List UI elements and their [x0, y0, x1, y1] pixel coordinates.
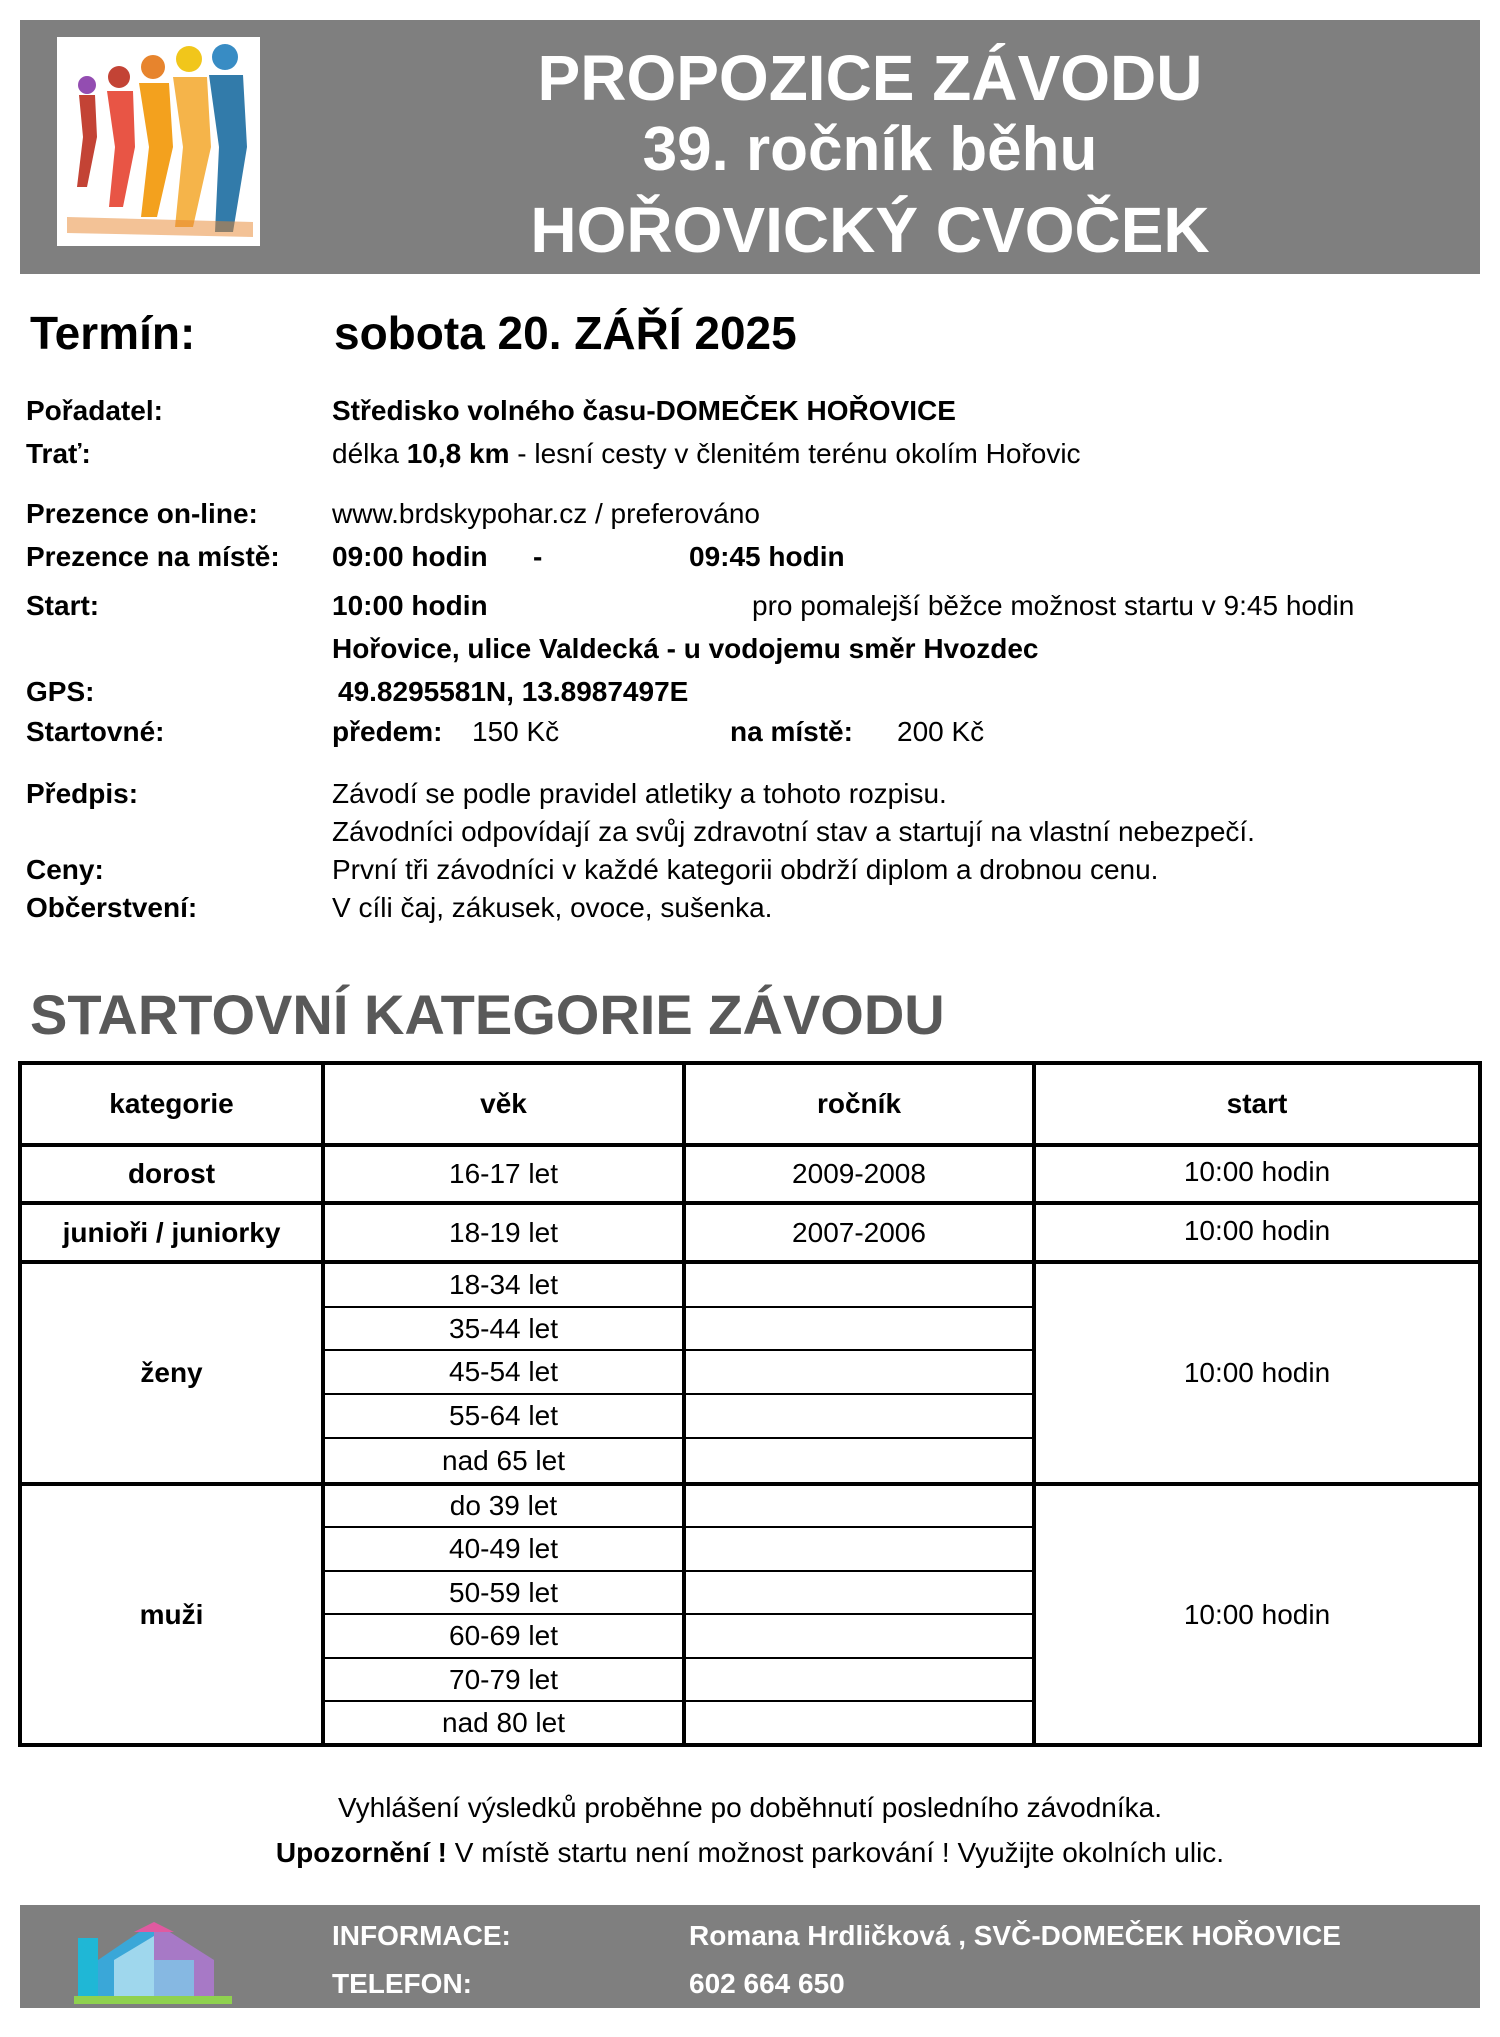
trat-prefix: délka [332, 438, 399, 469]
junior-year: 2007-2006 [792, 1216, 926, 1248]
namiste-value: 200 Kč [897, 716, 985, 747]
gps-label: GPS: [26, 676, 95, 707]
header-kategorie: kategorie [109, 1088, 234, 1119]
muzi-age-2: 40-49 let [449, 1533, 558, 1564]
trat-suffix: - lesní cesty v členitém terénu okolím Hořovic [517, 438, 1081, 469]
predem-value: 150 Kč [472, 716, 560, 747]
muzi-start: 10:00 hodin [1183, 1598, 1331, 1630]
warning-text: V místě startu není možnost parkování ! Využijte okolních ulic. [454, 1837, 1225, 1868]
obcerstveni-value: V cíli čaj, zákusek, ovoce, sušenka. [332, 892, 773, 923]
muzi-name: muži [139, 1598, 204, 1630]
header-start: start [1226, 1088, 1288, 1119]
namiste-label: na místě: [730, 716, 853, 747]
poradatel-label: Pořadatel: [26, 395, 163, 426]
footer-info-value: Romana Hrdličková , SVČ-DOMEČEK HOŘOVICE [689, 1920, 1341, 1951]
header-title-line1: PROPOZICE ZÁVODU [537, 42, 1203, 114]
predpis-line1: Závodí se podle pravidel atletiky a tohoto rozpisu. [332, 778, 947, 809]
header-title-line3: HOŘOVICKÝ CVOČEK [530, 194, 1210, 266]
trat-length: 10,8 km [406, 438, 510, 469]
runners-illustration-icon [57, 37, 260, 246]
results-note: Vyhlášení výsledků proběhne po doběhnutí posledního závodníka. [337, 1792, 1162, 1823]
muzi-age-1: do 39 let [449, 1490, 558, 1521]
prezence-misto-from: 09:00 hodin [332, 541, 488, 572]
warning-label: Upozornění ! [275, 1837, 447, 1868]
trat-label: Trať: [26, 438, 91, 469]
junior-age: 18-19 let [449, 1216, 558, 1248]
header-title-line2: 39. ročník běhu [642, 115, 1098, 184]
categories-table [18, 1061, 1482, 1747]
zeny-age-2: 35-44 let [449, 1312, 558, 1344]
prezence-misto-to: 09:45 hodin [689, 541, 845, 572]
prezence-misto-label: Prezence na místě: [26, 541, 280, 572]
startovne-label: Startovné: [26, 716, 165, 747]
gps-value: 49.8295581N, 13.8987497E [338, 676, 689, 707]
ceny-value: První tři závodníci v každé kategorii obdrží diplom a drobnou cenu. [332, 854, 1159, 885]
predpis-line2: Závodníci odpovídají za svůj zdravotní stav a startují na vlastní nebezpečí. [332, 816, 1255, 847]
zeny-age-5: nad 65 let [442, 1444, 565, 1476]
junior-start: 10:00 hodin [1183, 1214, 1331, 1246]
start-time: 10:00 hodin [332, 590, 488, 621]
footer-info-label: INFORMACE: [332, 1920, 511, 1951]
junior-name: junioři / juniorky [62, 1216, 281, 1248]
muzi-age-6: nad 80 let [442, 1706, 565, 1738]
prezence-online-value: www.brdskypohar.cz / preferováno [332, 498, 760, 529]
dorost-name: dorost [127, 1158, 216, 1189]
termin-label: Termín: [30, 307, 196, 359]
zeny-age-4: 55-64 let [449, 1400, 558, 1431]
start-label: Start: [26, 590, 100, 621]
predem-label: předem: [332, 716, 443, 747]
categories-title: STARTOVNÍ KATEGORIE ZÁVODU [30, 983, 945, 1046]
poradatel-value: Středisko volného času-DOMEČEK HOŘOVICE [332, 395, 956, 426]
termin-value: sobota 20. ZÁŘÍ 2025 [334, 307, 797, 359]
zeny-name: ženy [140, 1357, 203, 1388]
predpis-label: Předpis: [26, 778, 139, 809]
zeny-age-3: 45-54 let [449, 1356, 558, 1387]
trat-value [332, 438, 1081, 470]
footer-phone-value: 602 664 650 [689, 1968, 845, 1999]
dorost-age: 16-17 let [449, 1158, 558, 1189]
header-vek: věk [480, 1088, 527, 1119]
domecek-house-logo-icon [74, 1922, 232, 2004]
muzi-age-3: 50-59 let [449, 1576, 558, 1608]
prezence-online-label: Prezence on-line: [26, 498, 258, 529]
footer-phone-label: TELEFON: [332, 1968, 472, 1999]
start-note: pro pomalejší běžce možnost startu v 9:45 hodin [752, 590, 1355, 621]
muzi-age-4: 60-69 let [449, 1620, 558, 1651]
prezence-misto-dash: - [533, 541, 543, 572]
ceny-label: Ceny: [26, 854, 104, 885]
obcerstveni-label: Občerstvení: [26, 892, 198, 923]
header-title [260, 20, 1480, 274]
zeny-start: 10:00 hodin [1183, 1357, 1331, 1388]
warning-note [0, 1837, 1500, 1869]
muzi-age-5: 70-79 let [449, 1663, 558, 1695]
dorost-start: 10:00 hodin [1183, 1156, 1331, 1187]
zeny-age-1: 18-34 let [449, 1269, 558, 1300]
start-place: Hořovice, ulice Valdecká - u vodojemu směr Hvozdec [332, 633, 1039, 664]
header-rocnik: ročník [816, 1088, 902, 1119]
dorost-year: 2009-2008 [792, 1158, 926, 1189]
